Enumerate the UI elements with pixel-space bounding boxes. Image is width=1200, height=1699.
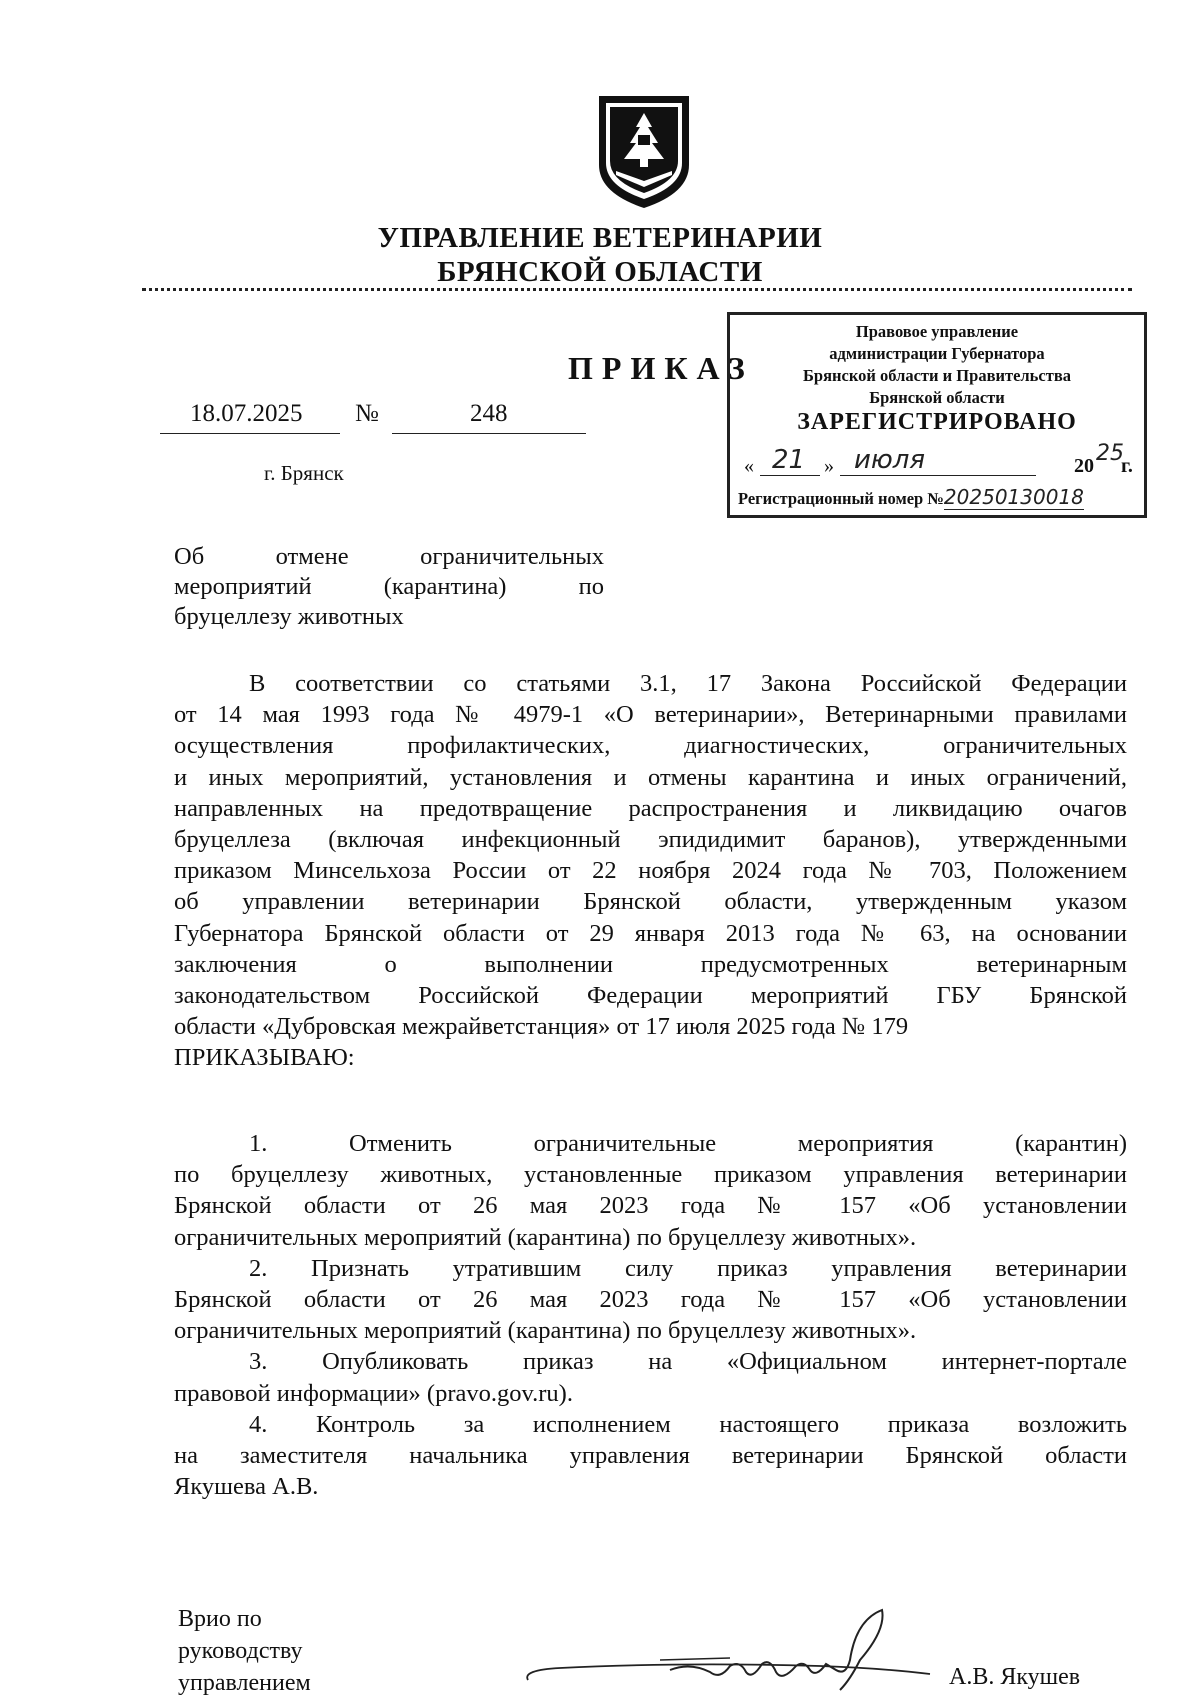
document-date: 18.07.2025	[190, 400, 303, 427]
item-line: 4. Контроль за исполнением настоящего приказа возложить	[249, 1410, 1127, 1438]
handwritten-signature	[520, 1600, 940, 1696]
order-items	[174, 1128, 1127, 1502]
position-line: Врио по	[178, 1606, 262, 1632]
document-city: г. Брянск	[264, 461, 344, 485]
stamp-line3: Брянской области и Правительства	[803, 366, 1071, 385]
order-item-3	[174, 1346, 1127, 1408]
stamp-day: 21	[772, 445, 806, 475]
order-item-4	[174, 1409, 1127, 1503]
stamp-reg-label: Регистрационный номер №	[738, 489, 944, 508]
order-item-2	[174, 1253, 1127, 1347]
document-type-title: ПРИКАЗ	[568, 350, 754, 386]
registration-stamp	[727, 312, 1147, 518]
preamble-line: области «Дубровская межрайветстанция» от 17 июля 2025 года № 179	[174, 1013, 909, 1041]
item-line: Брянской области от 26 мая 2023 года № 157 «Об установлении	[174, 1192, 1127, 1220]
stamp-line1: Правовое управление	[855, 322, 1019, 341]
preamble	[174, 668, 1127, 1074]
stamp-year-suffix: 25	[1096, 441, 1124, 466]
order-item-1	[174, 1128, 1127, 1253]
item-line: Брянской области от 26 мая 2023 года № 157 «Об установлении	[174, 1286, 1127, 1314]
document-number: 248	[470, 400, 508, 427]
signatory-name: А.В. Якушев	[949, 1664, 1081, 1690]
number-label: №	[355, 400, 379, 427]
preamble-line: от 14 мая 1993 года № 4979-1 «О ветеринарии», Ветеринарными правилами	[174, 701, 1127, 729]
item-line: 1. Отменить ограничительные мероприятия (карантин)	[249, 1130, 1127, 1157]
preamble-line: и иных мероприятий, установления и отмены карантина и иных ограничений,	[174, 763, 1127, 791]
item-line: по бруцеллезу животных, установленные приказом управления ветеринарии	[174, 1161, 1127, 1189]
stamp-registered: ЗАРЕГИСТРИРОВАНО	[797, 409, 1077, 435]
item-line: 3. Опубликовать приказ на «Официальном интернет-портале	[249, 1348, 1127, 1376]
stamp-year-prefix: 20	[1074, 455, 1094, 477]
stamp-reg-row	[738, 485, 1084, 509]
position-line: руководству	[178, 1638, 303, 1664]
stamp-line2: администрации Губернатора	[829, 344, 1045, 363]
subject-line: мероприятий (карантина) по	[174, 573, 604, 600]
preamble-line: бруцеллеза (включая инфекционный эпидидимит баранов), утвержденными	[174, 826, 1127, 854]
preamble-line: осуществления профилактических, диагностических, ограничительных	[174, 732, 1127, 760]
item-line: на заместителя начальника управления ветеринарии Брянской области	[174, 1442, 1127, 1470]
item-line: ограничительных мероприятий (карантина) по бруцеллезу животных».	[174, 1317, 917, 1345]
item-line: ограничительных мероприятий (карантина) по бруцеллезу животных».	[174, 1223, 917, 1251]
subject-line: Об отмене ограничительных	[174, 543, 604, 570]
stamp-reg-number: 20250130018	[943, 485, 1084, 509]
preamble-line: об управлении ветеринарии Брянской области, утвержденным указом	[174, 888, 1127, 916]
item-line: 2. Признать утратившим силу приказ управления ветеринарии	[249, 1254, 1127, 1282]
stamp-month: июля	[854, 445, 926, 475]
stamp-year-g: г.	[1121, 455, 1133, 477]
preamble-line: В соответствии со статьями 3.1, 17 Закона Российской Федерации	[249, 670, 1127, 697]
preamble-line: направленных на предотвращение распространения и ликвидацию очагов	[174, 794, 1127, 822]
coat-of-arms-emblem	[596, 93, 692, 211]
header-divider	[142, 288, 1132, 291]
organization-name-line2: БРЯНСКОЙ ОБЛАСТИ	[437, 256, 763, 288]
item-line: Якушева А.В.	[174, 1473, 319, 1501]
position-line: управлением	[178, 1670, 311, 1696]
preamble-line: приказом Минсельхоза России от 22 ноября 2024 года № 703, Положением	[174, 857, 1127, 885]
organization-name-line1: УПРАВЛЕНИЕ ВЕТЕРИНАРИИ	[377, 222, 823, 254]
preamble-line: Губернатора Брянской области от 29 января 2013 года № 63, на основании	[174, 919, 1127, 947]
preamble-line: законодательством Российской Федерации мероприятий ГБУ Брянской	[174, 982, 1127, 1010]
subject-line: бруцеллезу животных	[174, 603, 404, 630]
signatory-position	[178, 1603, 311, 1699]
stamp-line4: Брянской области	[869, 388, 1005, 407]
preamble-order-word: ПРИКАЗЫВАЮ:	[174, 1044, 355, 1072]
preamble-line: заключения о выполнении предусмотренных ветеринарным	[174, 950, 1127, 978]
item-line: правовой информации» (pravo.gov.ru).	[174, 1379, 573, 1407]
document-subject	[174, 542, 604, 632]
stamp-date-row: « 21 » июля 20 25 г.	[744, 441, 1133, 477]
